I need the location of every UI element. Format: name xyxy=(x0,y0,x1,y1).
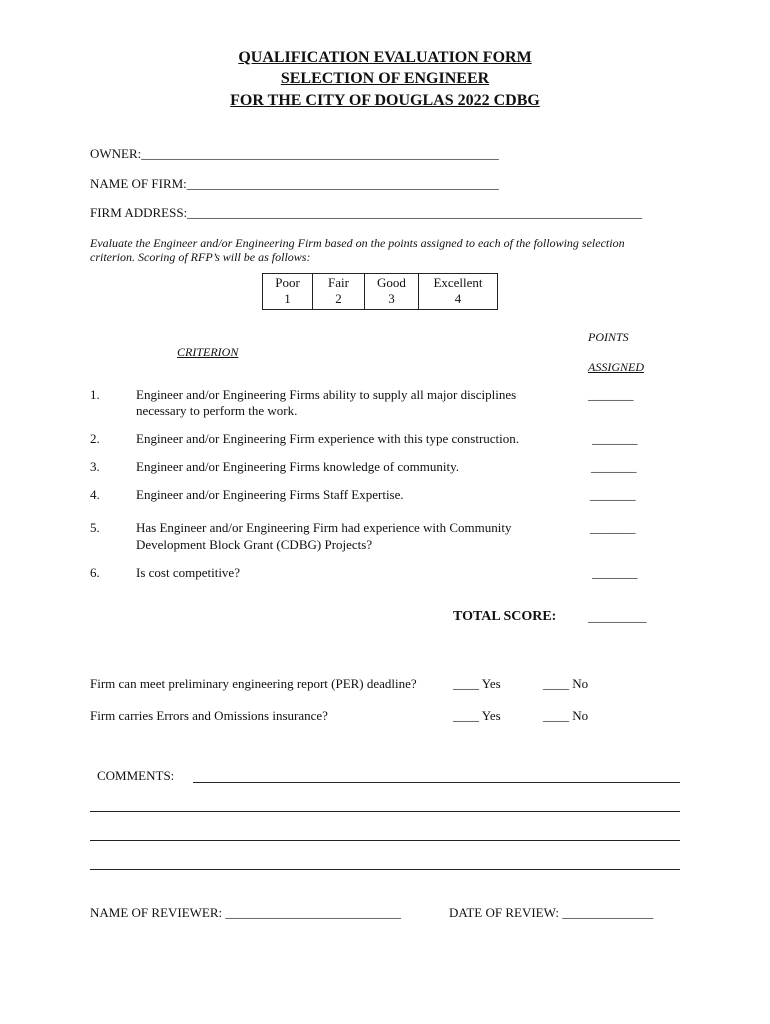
scale-label: Good xyxy=(377,275,406,290)
form-title-line2: SELECTION OF ENGINEER xyxy=(280,70,490,87)
criterion-text: Engineer and/or Engineering Firms knowledge of community. xyxy=(136,459,460,474)
total-score-blank[interactable]: _________ xyxy=(588,609,647,624)
points-blank[interactable]: _______ xyxy=(592,565,638,580)
question-per-deadline: Firm can meet preliminary engineering report (PER) deadline? xyxy=(90,676,417,691)
scale-value: 3 xyxy=(388,291,395,306)
firm-address-field[interactable]: FIRM ADDRESS:______________________________________________________________________ xyxy=(90,205,643,220)
comments-line-1[interactable] xyxy=(193,782,680,783)
scale-value: 1 xyxy=(284,291,291,306)
form-title-line1: QUALIFICATION EVALUATION FORM xyxy=(238,49,532,66)
criterion-number: 1. xyxy=(90,387,100,402)
total-score-label: TOTAL SCORE: xyxy=(453,609,557,624)
scoring-scale-table xyxy=(262,273,498,310)
points-blank[interactable]: _______ xyxy=(588,387,634,402)
scale-label: Excellent xyxy=(433,275,483,290)
per-deadline-no[interactable]: ____ No xyxy=(543,676,589,691)
criterion-text: Engineer and/or Engineering Firms ability to supply all major disciplines xyxy=(136,387,517,402)
comments-label: COMMENTS: xyxy=(97,768,175,783)
criterion-header: CRITERION xyxy=(177,345,239,359)
comments-line-4[interactable] xyxy=(90,869,680,870)
criterion-text-cont: necessary to perform the work. xyxy=(136,403,298,418)
instructions-line1: Evaluate the Engineer and/or Engineering Firm based on the points assigned to each of the following selection xyxy=(90,236,625,250)
comments-line-3[interactable] xyxy=(90,840,680,841)
criterion-number: 3. xyxy=(90,459,100,474)
instructions-line2: criterion. Scoring of RFP’s will be as follows: xyxy=(90,250,311,264)
scale-value: 2 xyxy=(335,291,342,306)
criterion-number: 6. xyxy=(90,565,100,580)
criterion-text-cont: Development Block Grant (CDBG) Projects? xyxy=(136,537,373,552)
question-insurance: Firm carries Errors and Omissions insurance? xyxy=(90,708,328,723)
scale-cell-fair xyxy=(313,274,365,310)
insurance-no[interactable]: ____ No xyxy=(543,708,589,723)
criterion-number: 5. xyxy=(90,520,100,535)
owner-field[interactable]: OWNER:_______________________________________________________ xyxy=(90,146,499,161)
criterion-text: Has Engineer and/or Engineering Firm had experience with Community xyxy=(136,520,512,535)
points-blank[interactable]: _______ xyxy=(592,431,638,446)
scale-cell-good xyxy=(365,274,419,310)
scale-label: Fair xyxy=(328,275,349,290)
scale-cell-poor xyxy=(263,274,313,310)
assigned-header: ASSIGNED xyxy=(588,360,644,374)
points-header: POINTS xyxy=(588,330,629,344)
form-title-line3: FOR THE CITY OF DOUGLAS 2022 CDBG xyxy=(230,92,540,109)
points-blank[interactable]: _______ xyxy=(591,459,637,474)
comments-line-2[interactable] xyxy=(90,811,680,812)
criterion-text: Engineer and/or Engineering Firm experience with this type construction. xyxy=(136,431,520,446)
scale-value: 4 xyxy=(454,291,462,306)
points-blank[interactable]: _______ xyxy=(590,487,636,502)
reviewer-name-field[interactable]: NAME OF REVIEWER: ___________________________ xyxy=(90,905,401,920)
review-date-field[interactable]: DATE OF REVIEW: ______________ xyxy=(449,905,654,920)
criterion-number: 4. xyxy=(90,487,100,502)
criterion-text: Engineer and/or Engineering Firms Staff Expertise. xyxy=(136,487,404,502)
per-deadline-yes[interactable]: ____ Yes xyxy=(453,676,501,691)
scale-label: Poor xyxy=(275,275,300,290)
scale-cell-excellent xyxy=(419,274,498,310)
criterion-number: 2. xyxy=(90,431,100,446)
points-blank[interactable]: _______ xyxy=(590,520,636,535)
criterion-text: Is cost competitive? xyxy=(136,565,240,580)
insurance-yes[interactable]: ____ Yes xyxy=(453,708,501,723)
firm-name-field[interactable]: NAME OF FIRM:________________________________________________ xyxy=(90,176,499,191)
